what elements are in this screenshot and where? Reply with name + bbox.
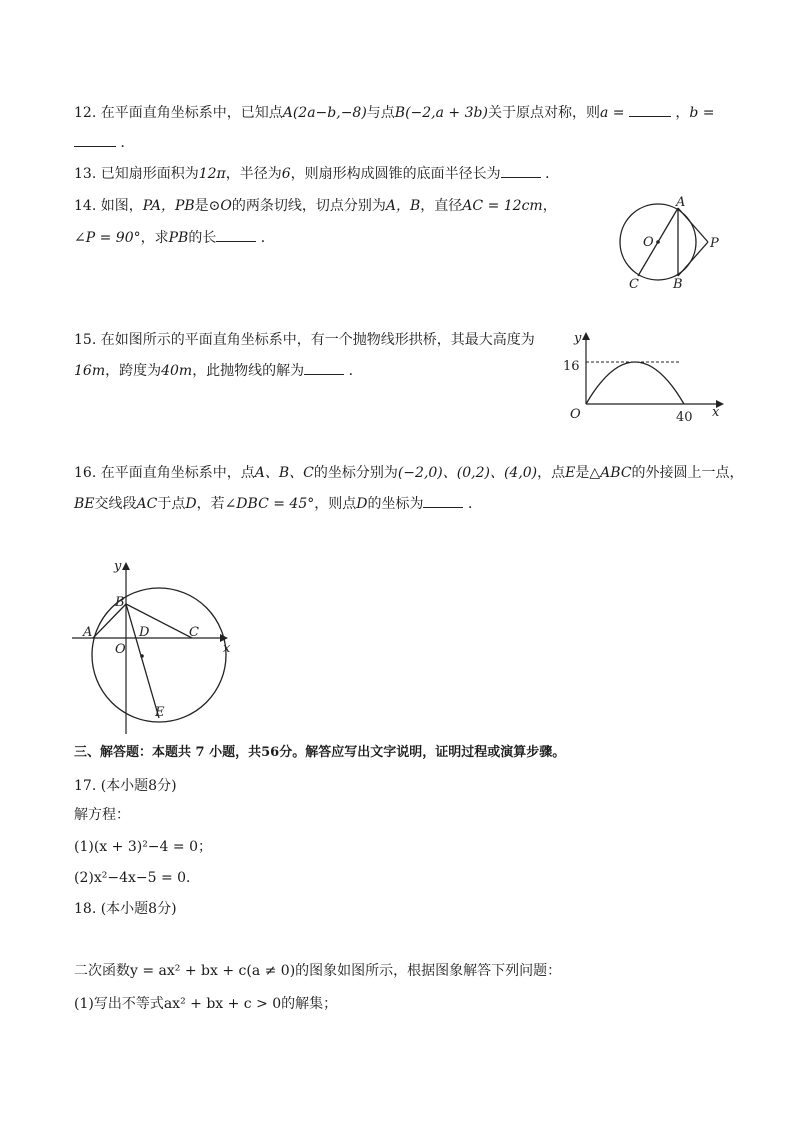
q16-text: ，则点 — [314, 496, 357, 512]
q12-b-label: b = — [689, 105, 715, 121]
q14-math: A，B — [385, 198, 421, 214]
q12-end: ． — [120, 135, 135, 151]
question-15-line2 — [74, 362, 363, 380]
question-14-line2 — [74, 229, 275, 247]
q16-label-e: E — [155, 705, 165, 720]
q16-segment-be — [126, 604, 159, 718]
q15-label-o: O — [570, 407, 581, 422]
q14-tangent-pb — [678, 242, 708, 276]
q16-text: 16. 在平面直角坐标系中，点 — [74, 465, 255, 481]
q16-math: ∠DBC = 45° — [224, 496, 315, 512]
q15-end: ． — [348, 363, 363, 379]
q18-header: 18. (本小题8分) — [74, 901, 177, 917]
q16-text: ，若 — [196, 496, 225, 512]
q15-parabola-arch — [586, 362, 684, 404]
q12-text: 与点 — [366, 105, 395, 121]
q12-text: 关于原点对称，则 — [487, 105, 600, 121]
q16-text: ，点 — [537, 465, 566, 481]
q18-line2: (1)写出不等式ax² + bx + c > 0的解集； — [74, 996, 338, 1012]
q15-math: 40m — [161, 363, 193, 379]
answer-blank[interactable] — [304, 362, 344, 375]
q15-text: ，跨度为 — [105, 363, 162, 379]
q16-math: D — [185, 496, 197, 512]
answer-blank[interactable] — [423, 495, 463, 508]
q13-radius: 6 — [281, 166, 291, 182]
q14-text: ， — [542, 198, 557, 214]
q16-segment-bc — [126, 604, 192, 638]
q13-area: 12π — [198, 166, 226, 182]
question-14-line1 — [74, 197, 557, 215]
question-12-line1 — [74, 104, 715, 122]
answer-blank[interactable] — [501, 165, 541, 178]
q16-label-c: C — [189, 625, 199, 640]
q16-label-d: D — [139, 625, 150, 640]
q14-end: ． — [260, 230, 275, 246]
q13-end: ． — [545, 166, 560, 182]
q18-line1: 二次函数y = ax² + bx + c(a ≠ 0)的图象如图所示，根据图象解答下列问题： — [74, 963, 562, 979]
q15-y-arrow — [582, 332, 590, 340]
q15-text: 15. 在如图所示的平面直角坐标系中，有一个抛物线形拱桥，其最大高度为 — [74, 332, 535, 348]
q14-math: ∠P = 90° — [74, 230, 141, 246]
q16-math: ABC — [600, 465, 632, 481]
q17-equation-1: (1)(x + 3)²−4 = 0； — [74, 839, 212, 855]
q16-text: 的外接圆上一点， — [631, 465, 744, 481]
q17-header: 17. (本小题8分) — [74, 778, 177, 794]
section-3-title: 三、解答题：本题共 7 小题，共56分。解答应写出文字说明，证明过程或演算步骤。 — [74, 745, 566, 760]
q13-text: 13. 已知扇形面积为 — [74, 166, 199, 182]
q15-label-16: 16 — [563, 359, 580, 374]
q16-math: BE — [74, 496, 95, 512]
q15-label-x: x — [712, 405, 720, 420]
q13-text: ，半径为 — [225, 166, 282, 182]
q12-text: 12. 在平面直角坐标系中，已知点 — [74, 105, 283, 121]
question-12-line2 — [74, 134, 134, 152]
answer-blank[interactable] — [74, 134, 116, 147]
q16-text: 于点 — [157, 496, 186, 512]
q16-math: A、B、C — [254, 465, 314, 481]
question-13 — [74, 165, 559, 183]
q14-label-o: O — [643, 235, 654, 250]
q13-text: ，则扇形构成圆锥的底面半径长为 — [290, 166, 501, 182]
q14-text: 的长 — [188, 230, 217, 246]
q15-text: ，此抛物线的解为 — [192, 363, 305, 379]
q14-math: O — [220, 198, 232, 214]
q16-label-b: B — [115, 595, 125, 610]
q14-center-dot — [656, 240, 660, 244]
q16-circumcircle — [92, 588, 226, 722]
question-16-line2 — [74, 495, 482, 513]
question-16-line1 — [74, 464, 744, 482]
q17-instruction: 解方程： — [74, 807, 130, 823]
q16-label-x: x — [223, 641, 231, 656]
q16-figure — [68, 558, 238, 738]
q16-text: 的坐标分别为 — [313, 465, 398, 481]
q14-tangent-pa — [678, 208, 708, 242]
q14-text: 的两条切线，切点分别为 — [231, 198, 386, 214]
q14-label-c: C — [629, 277, 639, 292]
q14-math: PB — [168, 230, 189, 246]
q16-math: AC — [136, 496, 158, 512]
q14-label-p: P — [710, 236, 719, 251]
q12-comma: ， — [675, 105, 690, 121]
q16-math: (−2,0)、(0,2)、(4,0) — [397, 465, 538, 481]
q16-label-o: O — [115, 642, 126, 657]
q15-math: 16m — [74, 363, 106, 379]
q16-text: 交线段 — [94, 496, 137, 512]
q14-text: 14. 如图， — [74, 198, 143, 214]
q16-end: ． — [467, 496, 482, 512]
answer-blank[interactable] — [216, 229, 256, 242]
q16-label-y: y — [114, 559, 122, 574]
q15-label-40: 40 — [676, 410, 693, 425]
q16-label-a: A — [83, 625, 93, 640]
q16-center-dot — [140, 654, 144, 658]
q16-text: 的坐标为 — [367, 496, 424, 512]
q14-math: PA，PB — [142, 198, 195, 214]
q14-text: 是⊙ — [194, 198, 221, 214]
q12-a-label: a = — [599, 105, 625, 121]
q16-math: D — [356, 496, 368, 512]
q16-y-arrow — [122, 562, 130, 570]
answer-blank[interactable] — [629, 104, 671, 117]
q15-label-y: y — [574, 331, 582, 346]
question-15-line1 — [74, 331, 535, 349]
q14-text: ，求 — [140, 230, 169, 246]
q14-label-a: A — [676, 195, 686, 210]
q14-text: ，直径 — [420, 198, 463, 214]
q15-figure — [560, 326, 730, 426]
q14-figure — [612, 192, 732, 298]
q16-text: 是△ — [575, 465, 601, 481]
q12-point-a: A(2a−b,−8) — [282, 105, 367, 121]
q17-equation-2: (2)x²−4x−5 = 0． — [74, 870, 201, 886]
q14-math: AC = 12cm — [462, 198, 543, 214]
q14-label-b: B — [673, 277, 683, 292]
q16-math: E — [565, 465, 576, 481]
q12-point-b: B(−2,a + 3b) — [394, 105, 488, 121]
